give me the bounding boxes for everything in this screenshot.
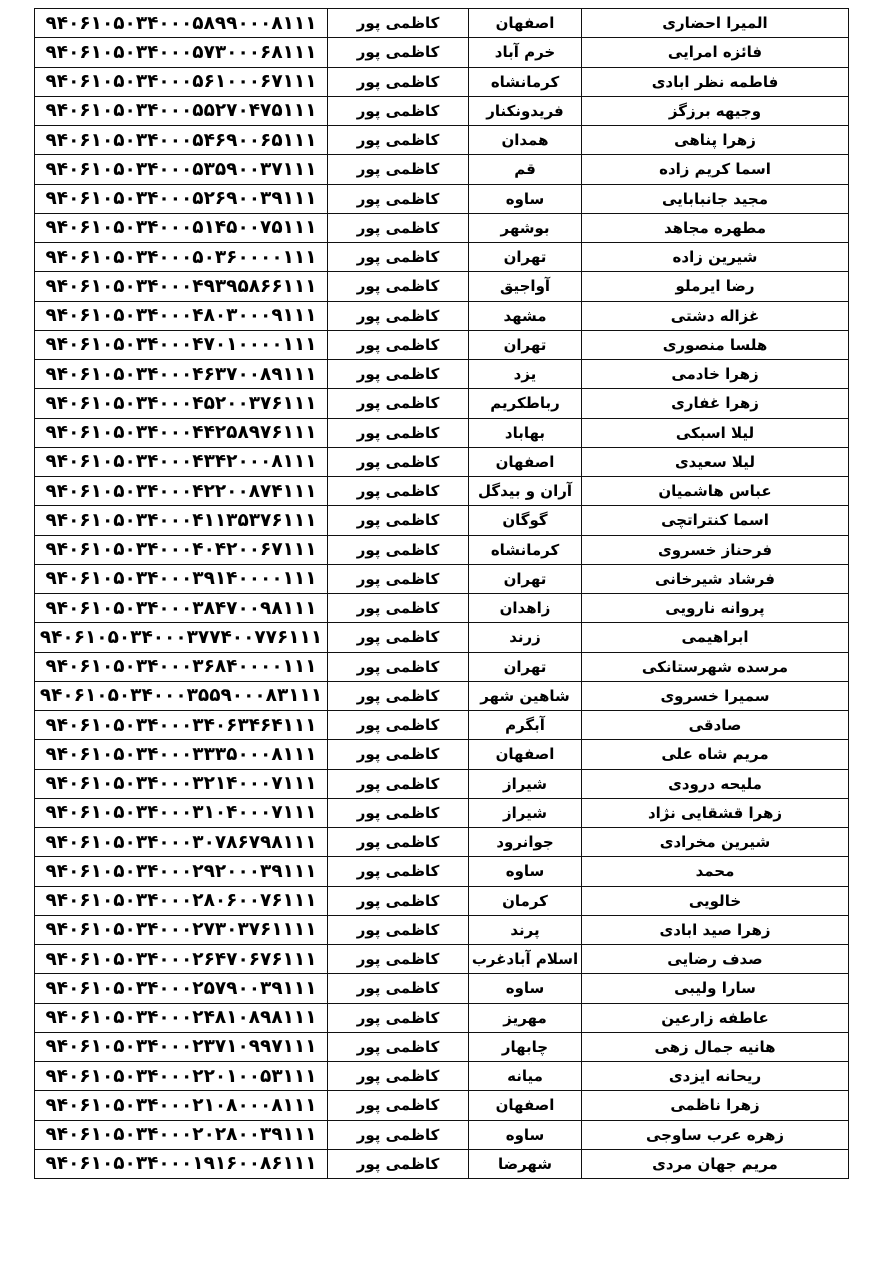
city-cell: شیراز — [469, 798, 582, 827]
code-cell: ۹۴۰۶۱۰۵۰۳۴۰۰۰۵۸۹۹۰۰۰۸۱۱۱ — [35, 9, 328, 38]
city-cell: کرمانشاه — [469, 67, 582, 96]
name-cell: فرحناز خسروی — [582, 535, 849, 564]
table-row — [35, 652, 849, 681]
table-row — [35, 945, 849, 974]
table-row — [35, 9, 849, 38]
code-cell: ۹۴۰۶۱۰۵۰۳۴۰۰۰۵۶۱۰۰۰۶۷۱۱۱ — [35, 67, 328, 96]
city-cell: مهریز — [469, 1003, 582, 1032]
family-cell: کاظمی پور — [328, 67, 469, 96]
city-cell: زاهدان — [469, 594, 582, 623]
name-cell: خالویی — [582, 886, 849, 915]
code-cell: ۹۴۰۶۱۰۵۰۳۴۰۰۰۳۹۱۴۰۰۰۰۱۱۱ — [35, 564, 328, 593]
name-cell: اسما کریم زاده — [582, 155, 849, 184]
city-cell: جوانرود — [469, 828, 582, 857]
name-cell: شیرین زاده — [582, 243, 849, 272]
code-cell: ۹۴۰۶۱۰۵۰۳۴۰۰۰۳۵۵۹۰۰۰۸۳۱۱۱ — [35, 681, 328, 710]
family-cell: کاظمی پور — [328, 243, 469, 272]
name-cell: زهرا ناظمی — [582, 1091, 849, 1120]
name-cell: مطهره مجاهد — [582, 213, 849, 242]
table-row — [35, 594, 849, 623]
name-cell: شیرین مخرادی — [582, 828, 849, 857]
family-cell: کاظمی پور — [328, 915, 469, 944]
code-cell: ۹۴۰۶۱۰۵۰۳۴۰۰۰۲۵۷۹۰۰۳۹۱۱۱ — [35, 974, 328, 1003]
name-cell: زهرا قشقایی نژاد — [582, 798, 849, 827]
city-cell: تهران — [469, 330, 582, 359]
family-cell: کاظمی پور — [328, 506, 469, 535]
family-cell: کاظمی پور — [328, 564, 469, 593]
family-cell: کاظمی پور — [328, 974, 469, 1003]
city-cell: اصفهان — [469, 447, 582, 476]
document-page — [34, 8, 849, 1179]
name-cell: عباس هاشمیان — [582, 477, 849, 506]
name-cell: غزاله دشتی — [582, 301, 849, 330]
code-cell: ۹۴۰۶۱۰۵۰۳۴۰۰۰۴۴۲۵۸۹۷۶۱۱۱ — [35, 418, 328, 447]
table-row — [35, 915, 849, 944]
family-cell: کاظمی پور — [328, 769, 469, 798]
code-cell: ۹۴۰۶۱۰۵۰۳۴۰۰۰۴۷۰۱۰۰۰۰۱۱۱ — [35, 330, 328, 359]
family-cell: کاظمی پور — [328, 652, 469, 681]
city-cell: شیراز — [469, 769, 582, 798]
table-row — [35, 740, 849, 769]
table-row — [35, 623, 849, 652]
name-cell: ملیحه درودی — [582, 769, 849, 798]
table-row — [35, 360, 849, 389]
city-cell: ساوه — [469, 1120, 582, 1149]
name-cell: مجید جانبابایی — [582, 184, 849, 213]
family-cell: کاظمی پور — [328, 594, 469, 623]
name-cell: وجیهه برزگز — [582, 96, 849, 125]
name-cell: اسما کنتراتچی — [582, 506, 849, 535]
name-cell: مریم جهان مردی — [582, 1149, 849, 1178]
family-cell: کاظمی پور — [328, 857, 469, 886]
table-row — [35, 213, 849, 242]
city-cell: ساوه — [469, 974, 582, 1003]
city-cell: تهران — [469, 652, 582, 681]
code-cell: ۹۴۰۶۱۰۵۰۳۴۰۰۰۴۶۳۷۰۰۸۹۱۱۱ — [35, 360, 328, 389]
code-cell: ۹۴۰۶۱۰۵۰۳۴۰۰۰۳۴۰۶۳۴۶۴۱۱۱ — [35, 711, 328, 740]
table-row — [35, 1091, 849, 1120]
code-cell: ۹۴۰۶۱۰۵۰۳۴۰۰۰۴۵۲۰۰۳۷۶۱۱۱ — [35, 389, 328, 418]
city-cell: همدان — [469, 126, 582, 155]
table-row — [35, 67, 849, 96]
name-cell: صادقی — [582, 711, 849, 740]
table-row — [35, 769, 849, 798]
name-cell: محمد — [582, 857, 849, 886]
code-cell: ۹۴۰۶۱۰۵۰۳۴۰۰۰۲۴۸۱۰۸۹۸۱۱۱ — [35, 1003, 328, 1032]
family-cell: کاظمی پور — [328, 1032, 469, 1061]
code-cell: ۹۴۰۶۱۰۵۰۳۴۰۰۰۲۷۳۰۳۷۶۱۱۱۱ — [35, 915, 328, 944]
code-cell: ۹۴۰۶۱۰۵۰۳۴۰۰۰۳۰۷۸۶۷۹۸۱۱۱ — [35, 828, 328, 857]
table-row — [35, 1032, 849, 1061]
city-cell: تهران — [469, 243, 582, 272]
code-cell: ۹۴۰۶۱۰۵۰۳۴۰۰۰۳۳۳۵۰۰۰۸۱۱۱ — [35, 740, 328, 769]
city-cell: اصفهان — [469, 1091, 582, 1120]
code-cell: ۹۴۰۶۱۰۵۰۳۴۰۰۰۱۹۱۶۰۰۸۶۱۱۱ — [35, 1149, 328, 1178]
code-cell: ۹۴۰۶۱۰۵۰۳۴۰۰۰۵۷۳۰۰۰۶۸۱۱۱ — [35, 38, 328, 67]
family-cell: کاظمی پور — [328, 886, 469, 915]
family-cell: کاظمی پور — [328, 623, 469, 652]
table-row — [35, 886, 849, 915]
family-cell: کاظمی پور — [328, 96, 469, 125]
table-row — [35, 418, 849, 447]
family-cell: کاظمی پور — [328, 681, 469, 710]
table-row — [35, 330, 849, 359]
records-table-body — [35, 9, 849, 1179]
family-cell: کاظمی پور — [328, 1003, 469, 1032]
code-cell: ۹۴۰۶۱۰۵۰۳۴۰۰۰۳۶۸۴۰۰۰۰۱۱۱ — [35, 652, 328, 681]
family-cell: کاظمی پور — [328, 1062, 469, 1091]
name-cell: زهرا صید ابادی — [582, 915, 849, 944]
code-cell: ۹۴۰۶۱۰۵۰۳۴۰۰۰۵۳۵۹۰۰۳۷۱۱۱ — [35, 155, 328, 184]
table-row — [35, 389, 849, 418]
city-cell: گوگان — [469, 506, 582, 535]
city-cell: آبگرم — [469, 711, 582, 740]
name-cell: زهرا غفاری — [582, 389, 849, 418]
table-row — [35, 681, 849, 710]
family-cell: کاظمی پور — [328, 9, 469, 38]
code-cell: ۹۴۰۶۱۰۵۰۳۴۰۰۰۴۲۲۰۰۸۷۴۱۱۱ — [35, 477, 328, 506]
table-row — [35, 1003, 849, 1032]
table-row — [35, 1149, 849, 1178]
code-cell: ۹۴۰۶۱۰۵۰۳۴۰۰۰۲۲۰۱۰۰۵۳۱۱۱ — [35, 1062, 328, 1091]
code-cell: ۹۴۰۶۱۰۵۰۳۴۰۰۰۲۹۲۰۰۰۳۹۱۱۱ — [35, 857, 328, 886]
name-cell: فرشاد شیرخانی — [582, 564, 849, 593]
name-cell: سارا ولیبی — [582, 974, 849, 1003]
name-cell: مریم شاه علی — [582, 740, 849, 769]
name-cell: پروانه نارویی — [582, 594, 849, 623]
family-cell: کاظمی پور — [328, 1091, 469, 1120]
code-cell: ۹۴۰۶۱۰۵۰۳۴۰۰۰۵۱۴۵۰۰۷۵۱۱۱ — [35, 213, 328, 242]
name-cell: عاطفه زارعین — [582, 1003, 849, 1032]
name-cell: سمیرا خسروی — [582, 681, 849, 710]
code-cell: ۹۴۰۶۱۰۵۰۳۴۰۰۰۵۴۶۹۰۰۶۵۱۱۱ — [35, 126, 328, 155]
city-cell: زرند — [469, 623, 582, 652]
city-cell: بوشهر — [469, 213, 582, 242]
city-cell: اصفهان — [469, 9, 582, 38]
name-cell: رضا ایرملو — [582, 272, 849, 301]
table-row — [35, 711, 849, 740]
family-cell: کاظمی پور — [328, 360, 469, 389]
code-cell: ۹۴۰۶۱۰۵۰۳۴۰۰۰۴۱۱۳۵۳۷۶۱۱۱ — [35, 506, 328, 535]
city-cell: شهرضا — [469, 1149, 582, 1178]
family-cell: کاظمی پور — [328, 711, 469, 740]
code-cell: ۹۴۰۶۱۰۵۰۳۴۰۰۰۳۲۱۴۰۰۰۷۱۱۱ — [35, 769, 328, 798]
name-cell: لیلا اسبکی — [582, 418, 849, 447]
city-cell: خرم آباد — [469, 38, 582, 67]
name-cell: ابراهیمی — [582, 623, 849, 652]
table-row — [35, 184, 849, 213]
table-row — [35, 477, 849, 506]
city-cell: مشهد — [469, 301, 582, 330]
city-cell: بهاباد — [469, 418, 582, 447]
name-cell: مرسده شهرستانکی — [582, 652, 849, 681]
code-cell: ۹۴۰۶۱۰۵۰۳۴۰۰۰۳۱۰۴۰۰۰۷۱۱۱ — [35, 798, 328, 827]
name-cell: صدف رضایی — [582, 945, 849, 974]
code-cell: ۹۴۰۶۱۰۵۰۳۴۰۰۰۲۶۴۷۰۶۷۶۱۱۱ — [35, 945, 328, 974]
table-row — [35, 974, 849, 1003]
code-cell: ۹۴۰۶۱۰۵۰۳۴۰۰۰۲۱۰۸۰۰۰۸۱۱۱ — [35, 1091, 328, 1120]
code-cell: ۹۴۰۶۱۰۵۰۳۴۰۰۰۴۳۴۲۰۰۰۸۱۱۱ — [35, 447, 328, 476]
family-cell: کاظمی پور — [328, 1149, 469, 1178]
name-cell: هلسا منصوری — [582, 330, 849, 359]
table-row — [35, 96, 849, 125]
family-cell: کاظمی پور — [328, 213, 469, 242]
name-cell: فاطمه نظر ابادی — [582, 67, 849, 96]
code-cell: ۹۴۰۶۱۰۵۰۳۴۰۰۰۴۰۴۲۰۰۶۷۱۱۱ — [35, 535, 328, 564]
family-cell: کاظمی پور — [328, 1120, 469, 1149]
code-cell: ۹۴۰۶۱۰۵۰۳۴۰۰۰۳۷۷۴۰۰۷۷۶۱۱۱ — [35, 623, 328, 652]
code-cell: ۹۴۰۶۱۰۵۰۳۴۰۰۰۵۰۳۶۰۰۰۰۱۱۱ — [35, 243, 328, 272]
family-cell: کاظمی پور — [328, 155, 469, 184]
family-cell: کاظمی پور — [328, 272, 469, 301]
city-cell: ساوه — [469, 184, 582, 213]
city-cell: اصفهان — [469, 740, 582, 769]
family-cell: کاظمی پور — [328, 389, 469, 418]
table-row — [35, 155, 849, 184]
code-cell: ۹۴۰۶۱۰۵۰۳۴۰۰۰۴۸۰۳۰۰۰۹۱۱۱ — [35, 301, 328, 330]
city-cell: کرمانشاه — [469, 535, 582, 564]
city-cell: رباطکریم — [469, 389, 582, 418]
city-cell: فریدونکنار — [469, 96, 582, 125]
family-cell: کاظمی پور — [328, 184, 469, 213]
city-cell: آران و بیدگل — [469, 477, 582, 506]
name-cell: لیلا سعیدی — [582, 447, 849, 476]
family-cell: کاظمی پور — [328, 418, 469, 447]
city-cell: چابهار — [469, 1032, 582, 1061]
family-cell: کاظمی پور — [328, 447, 469, 476]
code-cell: ۹۴۰۶۱۰۵۰۳۴۰۰۰۴۹۳۹۵۸۶۶۱۱۱ — [35, 272, 328, 301]
table-row — [35, 564, 849, 593]
code-cell: ۹۴۰۶۱۰۵۰۳۴۰۰۰۲۰۲۸۰۰۳۹۱۱۱ — [35, 1120, 328, 1149]
table-row — [35, 38, 849, 67]
city-cell: پرند — [469, 915, 582, 944]
city-cell: میانه — [469, 1062, 582, 1091]
code-cell: ۹۴۰۶۱۰۵۰۳۴۰۰۰۵۲۶۹۰۰۳۹۱۱۱ — [35, 184, 328, 213]
code-cell: ۹۴۰۶۱۰۵۰۳۴۰۰۰۳۸۴۷۰۰۹۸۱۱۱ — [35, 594, 328, 623]
table-row — [35, 828, 849, 857]
city-cell: یزد — [469, 360, 582, 389]
family-cell: کاظمی پور — [328, 535, 469, 564]
name-cell: زهره عرب ساوجی — [582, 1120, 849, 1149]
name-cell: هانیه جمال زهی — [582, 1032, 849, 1061]
city-cell: تهران — [469, 564, 582, 593]
code-cell: ۹۴۰۶۱۰۵۰۳۴۰۰۰۵۵۲۷۰۴۷۵۱۱۱ — [35, 96, 328, 125]
table-row — [35, 506, 849, 535]
table-row — [35, 243, 849, 272]
table-row — [35, 1062, 849, 1091]
table-row — [35, 798, 849, 827]
table-row — [35, 1120, 849, 1149]
code-cell: ۹۴۰۶۱۰۵۰۳۴۰۰۰۲۳۷۱۰۹۹۷۱۱۱ — [35, 1032, 328, 1061]
family-cell: کاظمی پور — [328, 301, 469, 330]
family-cell: کاظمی پور — [328, 477, 469, 506]
city-cell: اسلام آبادغرب — [469, 945, 582, 974]
city-cell: کرمان — [469, 886, 582, 915]
table-row — [35, 126, 849, 155]
name-cell: فائزه امرایی — [582, 38, 849, 67]
table-row — [35, 272, 849, 301]
family-cell: کاظمی پور — [328, 38, 469, 67]
code-cell: ۹۴۰۶۱۰۵۰۳۴۰۰۰۲۸۰۶۰۰۷۶۱۱۱ — [35, 886, 328, 915]
records-table — [34, 8, 849, 1179]
table-row — [35, 857, 849, 886]
family-cell: کاظمی پور — [328, 945, 469, 974]
family-cell: کاظمی پور — [328, 330, 469, 359]
family-cell: کاظمی پور — [328, 126, 469, 155]
city-cell: قم — [469, 155, 582, 184]
name-cell: المیرا احضاری — [582, 9, 849, 38]
table-row — [35, 301, 849, 330]
city-cell: ساوه — [469, 857, 582, 886]
family-cell: کاظمی پور — [328, 828, 469, 857]
city-cell: آواجیق — [469, 272, 582, 301]
table-row — [35, 447, 849, 476]
name-cell: ریحانه ایزدی — [582, 1062, 849, 1091]
city-cell: شاهین شهر — [469, 681, 582, 710]
name-cell: زهرا خادمی — [582, 360, 849, 389]
family-cell: کاظمی پور — [328, 798, 469, 827]
table-row — [35, 535, 849, 564]
name-cell: زهرا پناهی — [582, 126, 849, 155]
family-cell: کاظمی پور — [328, 740, 469, 769]
